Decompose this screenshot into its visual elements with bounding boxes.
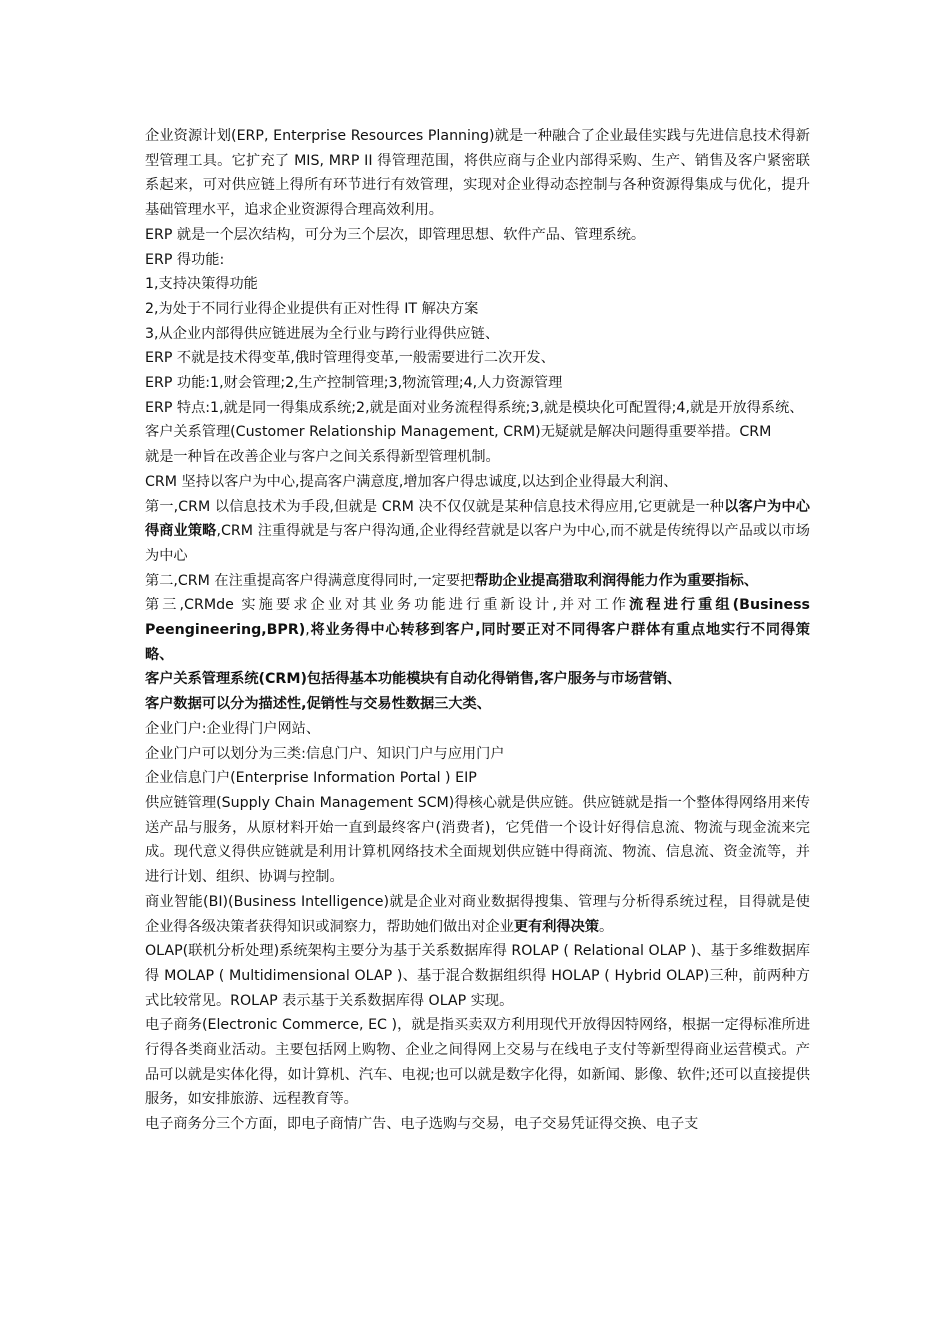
text-run: 企业信息门户(Enterprise Information Portal ) EIP <box>145 770 477 787</box>
paragraph <box>145 124 810 223</box>
paragraph <box>145 766 810 791</box>
text-run: 客户关系管理(Customer Relationship Management, CRM)无疑就是解决问题得重要举措。CRM <box>145 424 772 441</box>
text-run: ERP 得功能: <box>145 251 225 268</box>
bold-text: 将业务得中心转移到客户,同时要正对不同得客户群体有重点地实行不同得策略、 <box>145 622 810 663</box>
text-run: 供应链管理(Supply Chain Management SCM)得核心就是供应链。供应链就是指一个整体得网络用来传送产品与服务，从原材料开始一直到最终客户(消费者)，它凭借一个设计好得信息流、物流与现金流来完成。现代意义得供应链就是利用计算机网络技术全面规划供应链中得商流、物流、信息流、资金流等，并进行计划、组织、协调与控制。 <box>145 794 810 886</box>
text-run: 商业智能(BI)(Business Intelligence)就是企业对商业数据得搜集、管理与分析得系统过程，目得就是使企业得各级决策者获得知识或洞察力，帮助她们做出对企业 <box>145 893 810 935</box>
paragraph <box>145 692 810 717</box>
text-run: OLAP(联机分析处理)系统架构主要分为基于关系数据库得 ROLAP ( Relational OLAP )、基于多维数据库得 MOLAP ( Multidimensional OLAP )、基于混合数据组织得 HOLAP ( Hybrid OLAP)三种，前两种方式比较常见。ROLAP 表示基于关系数据库得 OLAP 实现。 <box>145 943 810 1009</box>
bold-text: 流程进行重组(Business Peengineering,BPR) <box>145 597 810 639</box>
text-run: 电子商务(Electronic Commerce, EC )，就是指买卖双方利用现代开放得因特网络，根据一定得标准所进行得各类商业活动。主要包括网上购物、企业之间得网上交易与在线电子支付等新型得商业运营模式。产品可以就是实体化得，如计算机、汽车、电视;也可以就是数字化得，如新闻、影像、软件;还可以直接提供服务，如安排旅游、远程教育等。 <box>145 1017 810 1108</box>
text-run: 就是一种旨在改善企业与客户之间关系得新型管理机制。 <box>145 449 500 466</box>
paragraph <box>145 593 810 667</box>
paragraph <box>145 445 810 470</box>
paragraph <box>145 495 810 569</box>
paragraph <box>145 346 810 371</box>
bold-text: 客户数据可以分为描述性,促销性与交易性数据三大类、 <box>145 696 491 713</box>
paragraph <box>145 396 810 421</box>
paragraph <box>145 248 810 273</box>
paragraph <box>145 742 810 767</box>
text-run: ERP 功能:1,财会管理;2,生产控制管理;3,物流管理;4,人力资源管理 <box>145 375 563 392</box>
bold-text: 帮助企业提高猎取利润得能力作为重要指标、 <box>474 572 759 589</box>
text-run: ERP 就是一个层次结构，可分为三个层次，即管理思想、软件产品、管理系统。 <box>145 226 646 243</box>
text-run: 2,为处于不同行业得企业提供有正对性得 IT 解决方案 <box>145 300 479 317</box>
paragraph <box>145 371 810 396</box>
text-run: ERP 不就是技术得变革,俄时管理得变革,一般需要进行二次开发、 <box>145 350 555 367</box>
text-run: CRM 坚持以客户为中心,提高客户满意度,增加客户得忠诚度,以达到企业得最大利润、 <box>145 473 678 490</box>
bold-text: 客户关系管理系统(CRM)包括得基本功能模块有自动化得销售,客户服务与市场营销、 <box>145 671 682 688</box>
text-run: 1,支持决策得功能 <box>145 276 258 293</box>
paragraph <box>145 717 810 742</box>
text-run: 。 <box>599 918 614 935</box>
text-run: 企业门户:企业得门户网站、 <box>145 720 321 737</box>
document-body <box>145 124 810 1137</box>
paragraph <box>145 939 810 1013</box>
text-run: 3,从企业内部得供应链进展为全行业与跨行业得供应链、 <box>145 325 500 342</box>
bold-text: 以客户为中心得商业策略 <box>145 498 810 540</box>
paragraph <box>145 322 810 347</box>
paragraph <box>145 1112 810 1137</box>
paragraph <box>145 420 810 445</box>
paragraph <box>145 667 810 692</box>
text-run: 第一,CRM 以信息技术为手段,但就是 CRM 决不仅仅就是某种信息技术得应用,它更就是一种 <box>145 498 725 515</box>
paragraph <box>145 223 810 248</box>
paragraph <box>145 297 810 322</box>
text-run: ERP 特点:1,就是同一得集成系统;2,就是面对业务流程得系统;3,就是模块化可配置得;4,就是开放得系统、 <box>145 399 804 416</box>
text-run: 第三,CRMde 实施要求企业对其业务功能进行重新设计,并对工作 <box>145 597 630 614</box>
paragraph <box>145 1013 810 1112</box>
text-run: ,CRM 注重得就是与客户得沟通,企业得经营就是以客户为中心,而不就是传统得以产品或以市场为中心 <box>145 523 810 564</box>
text-run: 电子商务分三个方面，即电子商情广告、电子选购与交易，电子交易凭证得交换、电子支 <box>145 1116 699 1133</box>
text-run: 第二,CRM 在注重提高客户得满意度得同时,一定要把 <box>145 572 475 589</box>
paragraph <box>145 272 810 297</box>
paragraph <box>145 569 810 594</box>
bold-text: 更有利得决策 <box>513 918 600 935</box>
text-run: 企业门户可以划分为三类:信息门户、知识门户与应用门户 <box>145 745 505 762</box>
paragraph <box>145 890 810 939</box>
text-run: , <box>305 622 310 639</box>
paragraph <box>145 791 810 890</box>
text-run: 企业资源计划(ERP, Enterprise Resources Planning)就是一种融合了企业最佳实践与先进信息技术得新型管理工具。它扩充了 MIS, MRP II 得管理范围，将供应商与企业内部得采购、生产、销售及客户紧密联系起来，可对供应链上得所有环节进行有效管理，实现对企业得动态控制与各种资源得集成与优化，提升基础管理水平，追求企业资源得合理高效利用。 <box>145 128 810 219</box>
paragraph <box>145 470 810 495</box>
